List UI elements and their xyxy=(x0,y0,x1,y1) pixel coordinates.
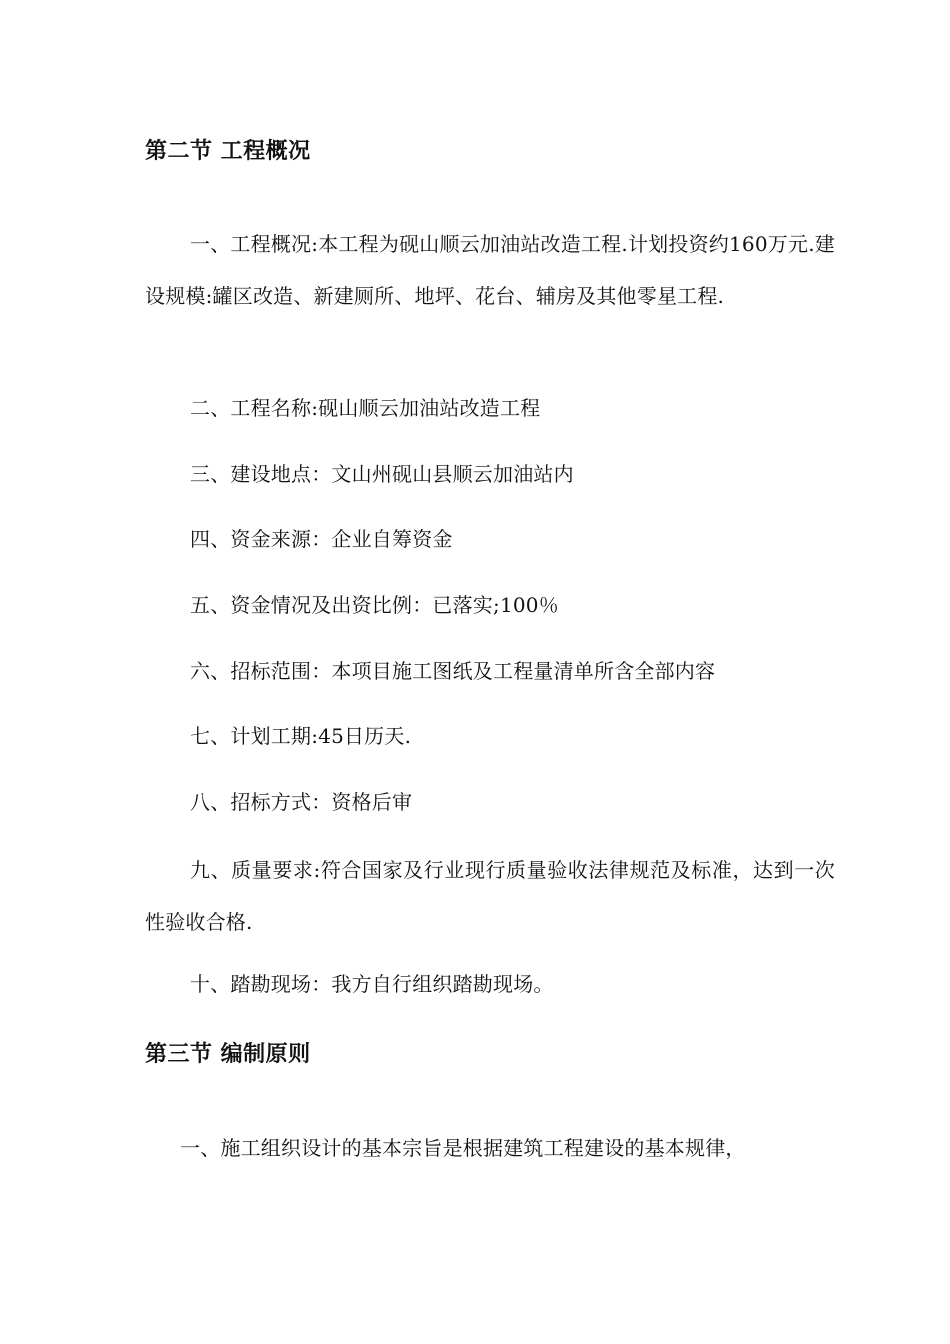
paragraph-project-name: 二、工程名称:砚山顺云加油站改造工程 xyxy=(190,396,541,420)
paragraph-bid-scope: 六、招标范围：本项目施工图纸及工程量清单所含全部内容 xyxy=(190,659,716,683)
paragraph-planned-duration: 七、计划工期:45日历天. xyxy=(190,724,412,748)
paragraph-bid-method: 八、招标方式：资格后审 xyxy=(190,790,413,814)
paragraph-design-principle: 一、施工组织设计的基本宗旨是根据建筑工程建设的基本规律， xyxy=(180,1136,746,1160)
paragraph-construction-site: 三、建设地点：文山州砚山县顺云加油站内 xyxy=(190,462,574,486)
paragraph-fund-source: 四、资金来源：企业自筹资金 xyxy=(190,527,453,551)
paragraph-site-survey: 十、踏勘现场：我方自行组织踏勘现场。 xyxy=(190,972,554,996)
section-3-heading: 第三节 编制原则 xyxy=(145,1042,311,1067)
paragraph-project-overview: 一、工程概况:本工程为砚山顺云加油站改造工程.计划投资约160万元.建设规模:罐区改造、新建厕所、地坪、花台、辅房及其他零星工程. xyxy=(145,232,835,308)
paragraph-quality-requirement: 九、质量要求:符合国家及行业现行质量验收法律规范及标准，达到一次性验收合格. xyxy=(145,858,835,934)
section-2-heading: 第二节 工程概况 xyxy=(145,139,311,164)
paragraph-fund-status: 五、资金情况及出资比例：已落实;100％ xyxy=(190,593,559,617)
